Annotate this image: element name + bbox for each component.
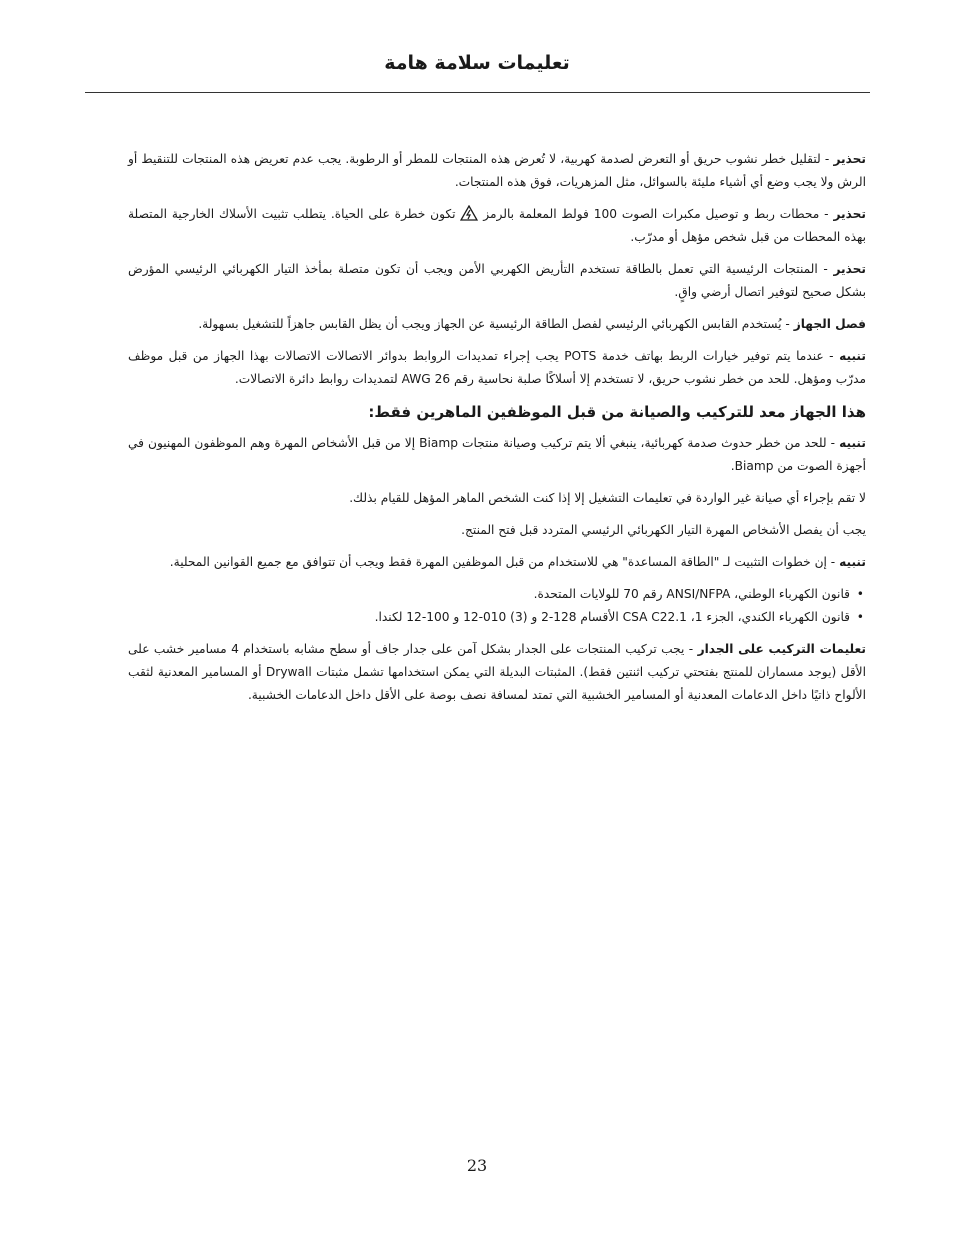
paragraph-text: إن خطوات التثبيت لـ "الطاقة المساعدة" هي للاستخدام من قبل الموظفين المهرة فقط ويجب أن تتوافق مع جميع القوانين المحلية. bbox=[169, 555, 827, 569]
paragraph-text: لتقليل خطر نشوب حريق أو التعرض لصدمة كهربية، لا تُعرض هذه المنتجات للمطر أو الرطوبة. يجب عدم تعريض هذه المنتجات للتنقيط أو الرش ولا يجب وضع أي أشياء مليئة بالسوائل، مثل المزهريات، فوق هذه المنتجات. bbox=[128, 152, 866, 189]
list-item: • قانون الكهرباء الكندي، الجزء 1، CSA C22.1 الأقسام 128-2 و (3) 010-12 و 100-12 لكندا. bbox=[128, 606, 866, 629]
disconnect-device-paragraph: فصل الجهاز - يُستخدم القابس الكهربائي الرئيسي لفصل الطاقة الرئيسية عن الجهاز ويجب أن يظل القابس جاهزاً للتشغيل بسهولة. bbox=[198, 317, 866, 331]
document-body bbox=[128, 148, 866, 716]
paragraph-label: تحذير bbox=[833, 262, 866, 276]
paragraph-text: محطات ربط و توصيل مكبرات الصوت 100 فولط المعلمة بالرمز bbox=[483, 207, 820, 221]
caution-paragraph-auxiliary-power: تنبيه - إن خطوات التثبيت لـ "الطاقة المساعدة" هي للاستخدام من قبل الموظفين المهرة فقط ويجب أن تتوافق مع جميع القوانين المحلية. bbox=[169, 555, 866, 569]
page-title: تعليمات سلامة هامة bbox=[384, 52, 570, 74]
warning-paragraph-speaker-terminals: تحذير - محطات ربط و توصيل مكبرات الصوت 100 فولط المعلمة بالرمز تكون خطرة على الحياة. يتطلب تثبيت الأسلاك الخارجية المتصلة بهذه المحطات من قبل شخص مؤهل أو مدرّب. bbox=[128, 207, 867, 244]
paragraph-label: تنبيه bbox=[839, 349, 866, 363]
paragraph-label: تنبيه bbox=[839, 555, 866, 569]
caution-paragraph-pots: تنبيه - عندما يتم توفير خيارات الربط بهاتف خدمة POTS يجب إجراء تمديدات الروابط بدوائر الاتصالات الاتصالات بهذا الجهاز من قبل موظف مدرّب ومؤهل. للحد من خطر نشوب حريق، لا تستخدم إلا أسلاكًا صلبة نحاسية رقم AWG 26 لتمديدات روابط دائرة الاتصالات. bbox=[128, 349, 866, 386]
warning-paragraph-moisture: تحذير - لتقليل خطر نشوب حريق أو التعرض لصدمة كهربية، لا تُعرض هذه المنتجات للمطر أو الرطوبة. يجب عدم تعريض هذه المنتجات للتنقيط أو الرش ولا يجب وضع أي أشياء مليئة بالسوائل، مثل المزهريات، فوق هذه المنتجات. bbox=[128, 152, 866, 189]
title-divider bbox=[85, 92, 870, 93]
paragraph-text: للحد من خطر حدوث صدمة كهربائية، ينبغي ألا يتم تركيب وصيانة منتجات Biamp إلا من قبل الأشخاص المهرة وهم الموظفون المهنيون في أجهزة الصوت من Biamp. bbox=[128, 436, 866, 473]
disconnect-instruction-line: يجب أن يفصل الأشخاص المهرة التيار الكهربائي الرئيسي المتردد قبل فتح المنتج. bbox=[461, 523, 866, 537]
section-heading: هذا الجهاز معد للتركيب والصيانة من قبل الموظفين الماهرين فقط: bbox=[368, 403, 866, 421]
paragraph-text: المنتجات الرئيسية التي تعمل بالطاقة تستخدم التأريض الكهربي الأمن ويجب أن تكون متصلة بمأخذ التيار الكهربائي الرئيسي المؤرض بشكل صحيح لتوفير اتصال أرضي واقٍ. bbox=[128, 262, 866, 299]
paragraph-text: يُستخدم القابس الكهربائي الرئيسي لفصل الطاقة الرئيسية عن الجهاز ويجب أن يظل القابس جاهزاً للتشغيل بسهولة. bbox=[198, 317, 782, 331]
paragraph-text: عندما يتم توفير خيارات الربط بهاتف خدمة POTS يجب إجراء تمديدات الروابط بدوائر الاتصالات الاتصالات بهذا الجهاز من قبل موظف مدرّب ومؤهل. للحد من خطر نشوب حريق، لا تستخدم إلا أسلاكًا صلبة نحاسية رقم AWG 26 لتمديدات روابط دائرة الاتصالات. bbox=[128, 349, 866, 386]
page-number: 23 bbox=[466, 1156, 488, 1175]
paragraph-text: يجب تركيب المنتجات على الجدار بشكل آمن على جدار جاف أو سطح مشابه باستخدام 4 مسامير خشب على الأقل (يوجد مسماران للمنتج بفتحتي تركيب اثنتين فقط). المثبتات البديلة التي يمكن استخدامها تشمل مثبتات Drywall أو المسامير المعدنية لثقب الألواح ذاتيًا داخل الدعامات المعدنية أو المسامير الخشبية التي تمتد لمسافة نصف بوصة على الأقل داخل الدعامات الخشبية. bbox=[128, 642, 867, 702]
paragraph-label: تنبيه bbox=[839, 436, 866, 450]
electrical-code-list bbox=[128, 583, 866, 629]
paragraph-text: تكون خطرة على الحياة. يتطلب تثبيت الأسلاك الخارجية المتصلة بهذه المحطات من قبل شخص مؤهل أو مدرّب. bbox=[128, 207, 866, 244]
paragraph-label: تحذير bbox=[833, 152, 866, 166]
paragraph-label: تحذير bbox=[833, 207, 867, 221]
paragraph-label: تعليمات التركيب على الجدار bbox=[697, 642, 866, 656]
paragraph-label: فصل الجهاز bbox=[793, 317, 866, 331]
list-item: • قانون الكهرباء الوطني، ANSI/NFPA رقم 70 للولايات المتحدة. bbox=[128, 583, 866, 606]
servicing-instruction-line: لا تقم بإجراء أي صيانة غير الواردة في تعليمات التشغيل إلا إذا كنت الشخص الماهر المؤهل للقيام بذلك. bbox=[349, 491, 866, 505]
wall-mount-instructions-paragraph: تعليمات التركيب على الجدار - يجب تركيب المنتجات على الجدار بشكل آمن على جدار جاف أو سطح مشابه باستخدام 4 مسامير خشب على الأقل (يوجد مسماران للمنتج بفتحتي تركيب اثنتين فقط). المثبتات البديلة التي يمكن استخدامها تشمل مثبتات Drywall أو المسامير المعدنية لثقب الألواح ذاتيًا داخل الدعامات المعدنية أو المسامير الخشبية التي تمتد لمسافة نصف بوصة على الأقل داخل الدعامات الخشبية. bbox=[128, 642, 867, 702]
caution-paragraph-servicing: تنبيه - للحد من خطر حدوث صدمة كهربائية، ينبغي ألا يتم تركيب وصيانة منتجات Biamp إلا من قبل الأشخاص المهرة وهم الموظفون المهنيون في أجهزة الصوت من Biamp. bbox=[128, 436, 866, 473]
warning-paragraph-grounding: تحذير - المنتجات الرئيسية التي تعمل بالطاقة تستخدم التأريض الكهربي الأمن ويجب أن تكون متصلة بمأخذ التيار الكهربائي الرئيسي المؤرض بشكل صحيح لتوفير اتصال أرضي واقٍ. bbox=[128, 262, 866, 299]
lightning-warning-triangle-icon bbox=[460, 205, 478, 221]
